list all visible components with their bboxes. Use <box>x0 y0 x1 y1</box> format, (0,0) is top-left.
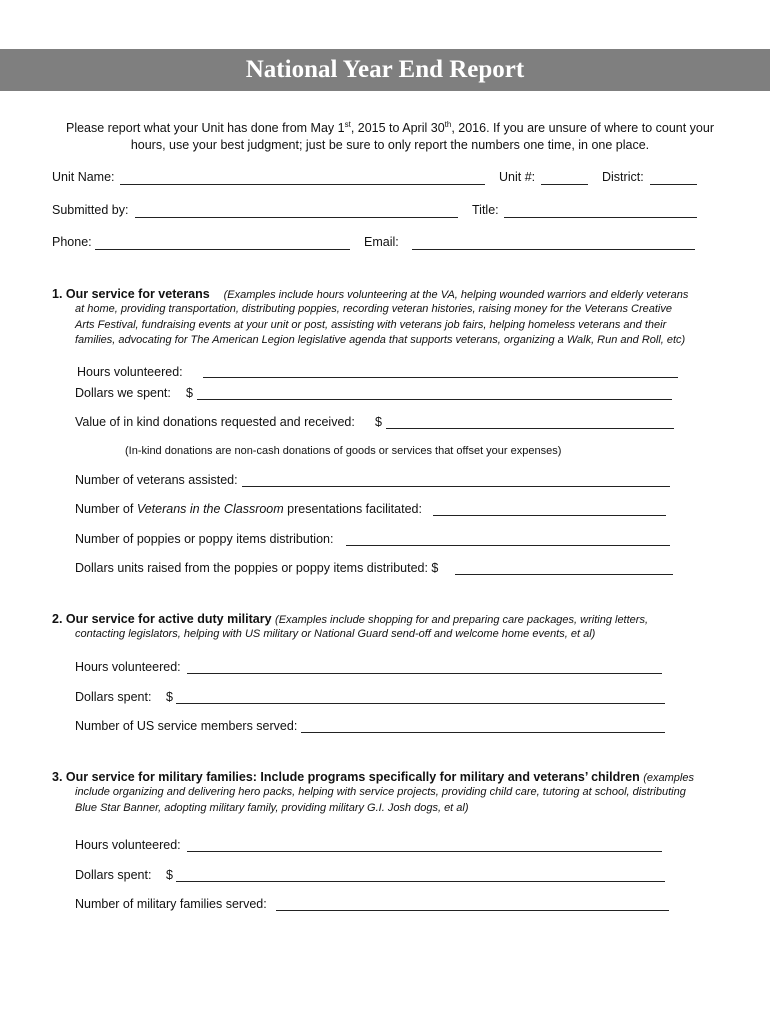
email-field[interactable] <box>412 249 695 250</box>
intro-sup1: st <box>344 120 351 129</box>
report-title-banner <box>0 49 770 91</box>
s2-members-field[interactable] <box>301 732 665 733</box>
s3-dollar-sign: $ <box>166 868 173 882</box>
section2-examples-first: (Examples include shopping for and preparing care packages, writing letters, <box>275 614 649 626</box>
unit-name-label: Unit Name: <box>52 170 115 184</box>
section1-examples-line: families, advocating for The American Legion legislative agenda that supports veterans, organizing a Walk, Run and Roll, etc) <box>75 334 686 346</box>
section3-title: 3. Our service for military families: Include programs specifically for military and veterans’ children <box>52 770 640 784</box>
submitted-by-label: Submitted by: <box>52 203 129 217</box>
page-title: National Year End Report <box>245 56 525 83</box>
s1-vic-field[interactable] <box>433 515 666 516</box>
intro-line2: hours, use your best judgment; just be sure to only report the numbers one time, in one place. <box>130 138 650 153</box>
s1-vic-pre: Number of <box>75 502 137 516</box>
unit-number-label: Unit #: <box>499 170 536 184</box>
intro-text <box>52 116 728 154</box>
s2-hours-label: Hours volunteered: <box>75 660 181 674</box>
intro-sup2: th <box>444 120 452 129</box>
intro-part3: , 2016. If you are unsure of where to count your <box>451 121 714 136</box>
title-field[interactable] <box>504 217 697 218</box>
phone-field[interactable] <box>95 249 350 250</box>
s2-dollars-field[interactable] <box>176 703 665 704</box>
s1-inkind-dollar-sign: $ <box>375 415 382 429</box>
s2-members-label: Number of US service members served: <box>75 719 298 733</box>
s3-families-field[interactable] <box>276 910 669 911</box>
section2-title: 2. Our service for active duty military <box>52 612 272 626</box>
section3-examples <box>75 785 725 816</box>
phone-label: Phone: <box>52 235 92 249</box>
section1-examples-first: (Examples include hours volunteering at the VA, helping wounded warriors and elderly veterans <box>223 289 689 301</box>
s3-hours-label: Hours volunteered: <box>75 838 181 852</box>
s1-inkind-label: Value of in kind donations requested and received: <box>75 415 355 429</box>
s3-families-label: Number of military families served: <box>75 897 267 911</box>
unit-name-field[interactable] <box>120 184 485 185</box>
section3-heading <box>52 769 732 786</box>
s1-vic-label <box>75 502 422 516</box>
s1-dollars-label: Dollars we spent: <box>75 386 171 400</box>
s1-veterans-assisted-label: Number of veterans assisted: <box>75 473 238 487</box>
section3-examples-line: include organizing and delivering hero packs, helping with service projects, providing child care, tutoring at school, distributing <box>75 786 686 798</box>
s1-dollars-field[interactable] <box>197 399 672 400</box>
s1-poppy-dollars-label: Dollars units raised from the poppies or poppy items distributed: $ <box>75 561 439 575</box>
section3-examples-line: Blue Star Banner, adopting military family, providing military G.I. Josh dogs, et al) <box>75 801 469 814</box>
intro-part1: Please report what your Unit has done from May 1 <box>65 121 345 136</box>
s2-dollar-sign: $ <box>166 690 173 704</box>
unit-number-field[interactable] <box>541 184 588 185</box>
section2-examples <box>75 627 725 643</box>
s2-hours-field[interactable] <box>187 673 662 674</box>
s3-dollars-field[interactable] <box>176 881 665 882</box>
s1-hours-field[interactable] <box>203 377 678 378</box>
section1-examples <box>75 302 725 349</box>
title-label: Title: <box>472 203 499 217</box>
s1-dollar-sign: $ <box>186 386 193 400</box>
s1-inkind-note: (In-kind donations are non-cash donations of goods or services that offset your expenses) <box>125 445 562 457</box>
section1-title: 1. Our service for veterans <box>52 287 210 301</box>
section2-heading <box>52 611 722 628</box>
s3-dollars-label: Dollars spent: <box>75 868 152 882</box>
submitted-by-field[interactable] <box>135 217 458 218</box>
district-field[interactable] <box>650 184 697 185</box>
section1-examples-line: Arts Festival, fundraising events at your unit or post, assisting with veterans job fairs, helping homeless veterans and their <box>75 318 667 331</box>
s1-veterans-assisted-field[interactable] <box>242 486 670 487</box>
section1-heading <box>52 286 722 303</box>
s1-hours-label: Hours volunteered: <box>77 365 183 379</box>
email-label: Email: <box>364 235 399 249</box>
section3-examples-first: (examples <box>643 772 694 784</box>
s1-vic-post: presentations facilitated: <box>283 502 422 516</box>
district-label: District: <box>602 170 644 184</box>
s3-hours-field[interactable] <box>187 851 662 852</box>
s2-dollars-label: Dollars spent: <box>75 690 152 704</box>
s1-vic-italic: Veterans in the Classroom <box>136 502 284 516</box>
s1-poppies-field[interactable] <box>346 545 670 546</box>
s1-poppies-label: Number of poppies or poppy items distribution: <box>75 532 334 546</box>
intro-part2: , 2015 to April 30 <box>350 121 445 136</box>
s1-poppy-dollars-field[interactable] <box>455 574 673 575</box>
section2-examples-line: contacting legislators, helping with US military or National Guard send-off and welcome home events, et al) <box>75 628 596 640</box>
s1-inkind-field[interactable] <box>386 428 674 429</box>
section1-examples-line: at home, providing transportation, distributing poppies, recording veteran histories, raising money for the Veterans Creative <box>75 303 672 315</box>
